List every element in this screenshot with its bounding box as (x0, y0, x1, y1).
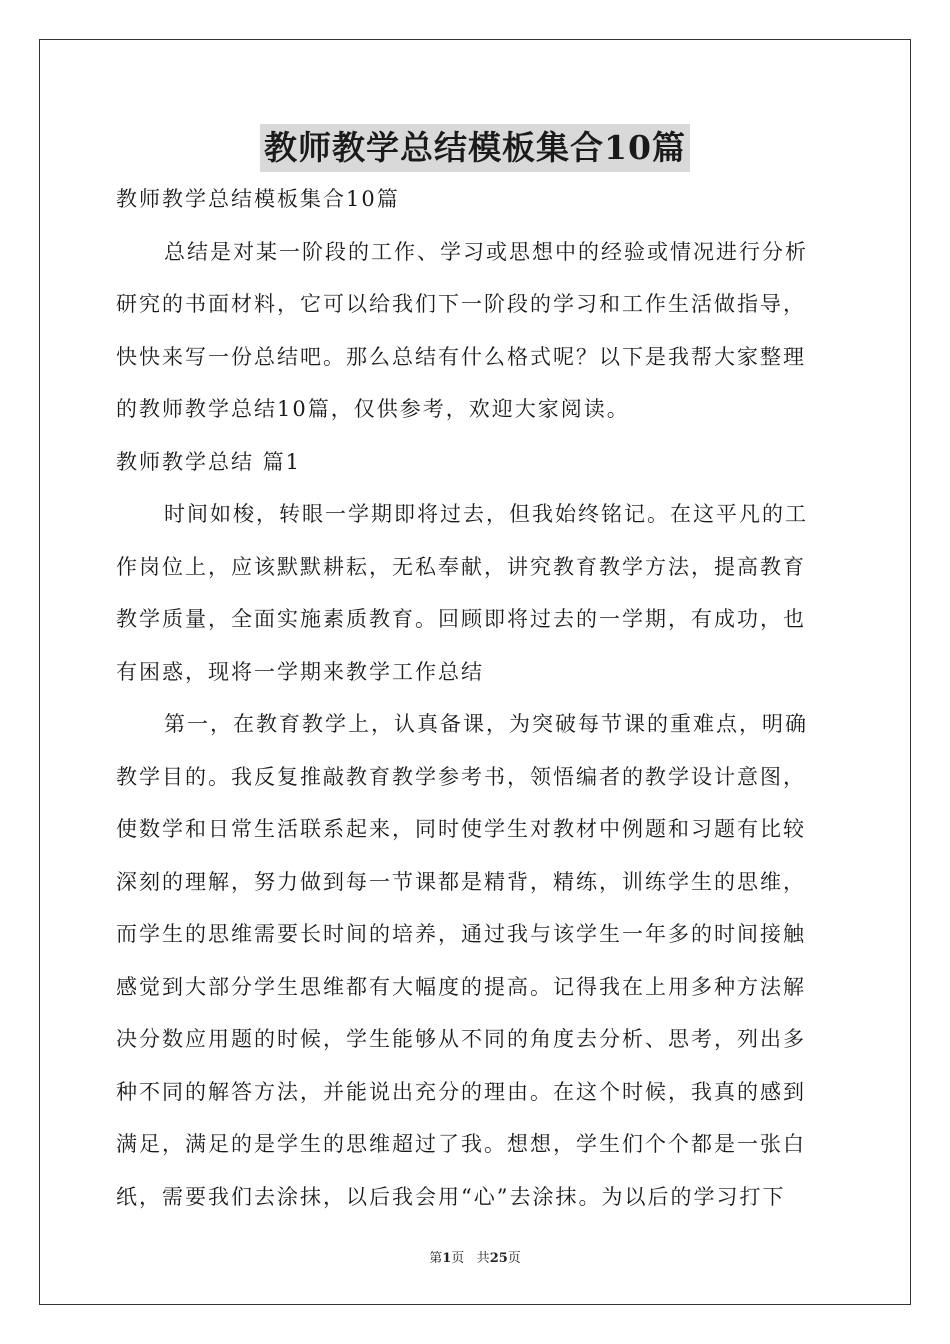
document-title-wrap (0, 124, 950, 172)
text-line: 作岗位上，应该默默耕耘，无私奉献，讲究教育教学方法，提高教育 (116, 554, 806, 579)
text-line: 的教师教学总结10篇，仅供参考，欢迎大家阅读。 (116, 397, 630, 421)
text-line: 感觉到大部分学生思维都有大幅度的提高。记得我在上用多种方法解 (116, 974, 806, 999)
text-line: 时间如梭，转眼一学期即将过去，但我始终铭记。在这平凡的工 (164, 502, 808, 526)
text-line: 使数学和日常生活联系起来，同时使学生对教材中例题和习题有比较 (116, 817, 806, 841)
footer-total-pages: 25 (489, 1251, 508, 1266)
document-body (116, 178, 836, 1228)
text-line: 总结是对某一阶段的工作、学习或思想中的经验或情况进行分析 (164, 239, 808, 264)
text-line: 教师教学总结 篇1 (116, 449, 302, 474)
document-title: 教师教学总结模板集合10篇 (260, 124, 690, 172)
footer-total-suffix: 页 (507, 1251, 521, 1266)
text-line: 而学生的思维需要长时间的培养，通过我与该学生一年多的时间接触 (116, 922, 806, 946)
footer-page-suffix: 页 (451, 1251, 465, 1266)
text-line: 教学目的。我反复推敲教育教学参考书，领悟编者的教学设计意图， (116, 764, 806, 789)
footer-page-prefix: 第 (429, 1251, 443, 1266)
text-line: 有困惑，现将一学期来教学工作总结 (116, 659, 484, 684)
text-line: 教学质量，全面实施素质教育。回顾即将过去的一学期，有成功，也 (116, 607, 806, 631)
text-line: 研究的书面材料，它可以给我们下一阶段的学习和工作生活做指导， (116, 292, 806, 316)
text-line: 决分数应用题的时候，学生能够从不同的角度去分析、思考，列出多 (116, 1027, 806, 1051)
text-line: 满足，满足的是学生的思维超过了我。想想，学生们个个都是一张白 (116, 1132, 806, 1156)
text-line: 教师教学总结模板集合10篇 (116, 187, 400, 211)
text-line: 种不同的解答方法，并能说出充分的理由。在这个时候，我真的感到 (116, 1079, 806, 1104)
footer-total-prefix: 共 (476, 1251, 490, 1266)
page-footer (0, 1247, 950, 1266)
footer-page-number: 1 (442, 1251, 452, 1266)
text-line: 快快来写一份总结吧。那么总结有什么格式呢？以下是我帮大家整理 (116, 344, 806, 369)
text-line: 纸，需要我们去涂抹，以后我会用“心”去涂抹。为以后的学习打下 (116, 1184, 786, 1209)
text-line: 深刻的理解，努力做到每一节课都是精背，精练，训练学生的思维， (116, 869, 806, 894)
text-line: 第一，在教育教学上，认真备课，为突破每节课的重难点，明确 (164, 712, 808, 736)
